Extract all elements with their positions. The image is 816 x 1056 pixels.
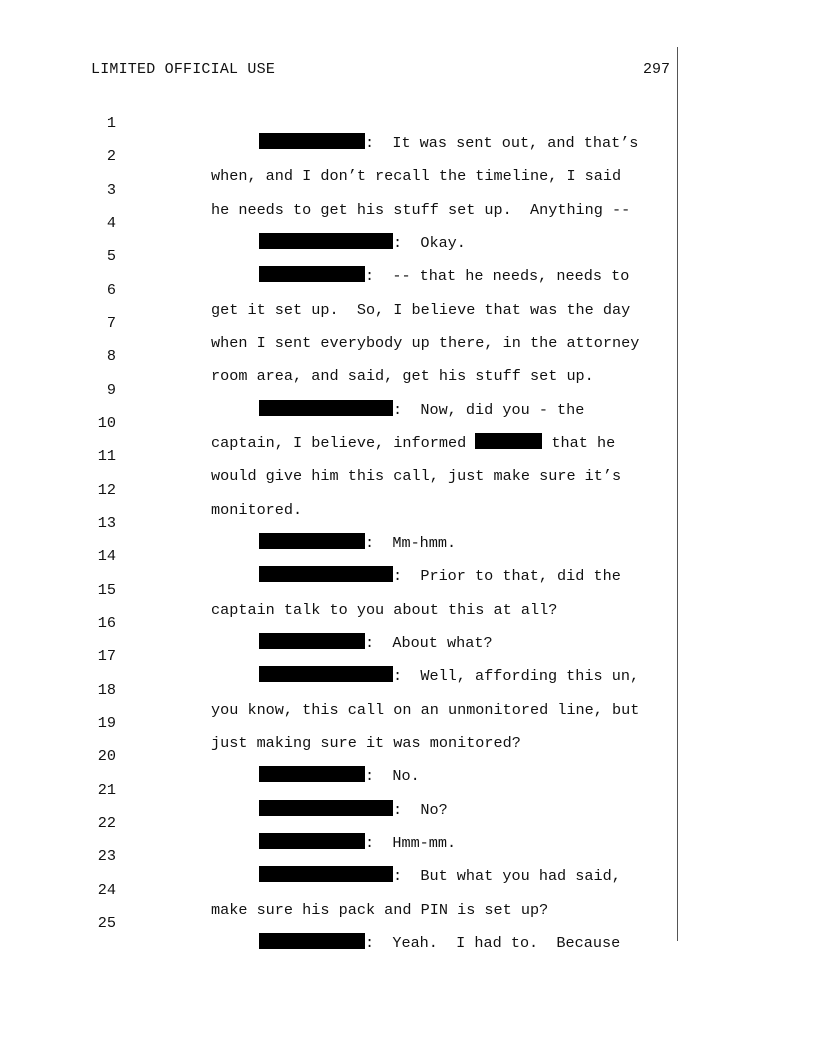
line-number: 24 — [97, 881, 116, 899]
line-text: : But what you had said, — [259, 866, 621, 886]
transcript-line — [0, 760, 448, 819]
line-number: 8 — [106, 347, 116, 365]
line-text: : Well, affording this un, — [259, 666, 639, 686]
redaction-bar — [259, 933, 365, 949]
right-margin-rule — [677, 47, 678, 941]
line-number: 7 — [106, 314, 116, 332]
line-number: 18 — [97, 681, 116, 699]
line-text: he needs to get his stuff set up. Anything -- — [211, 201, 631, 219]
redaction-bar — [475, 433, 542, 449]
line-text: just making sure it was monitored? — [211, 734, 521, 752]
transcript-line — [0, 460, 303, 519]
line-number: 14 — [97, 547, 116, 565]
line-number: 11 — [97, 447, 116, 465]
line-number: 20 — [97, 747, 116, 765]
line-number: 12 — [97, 481, 116, 499]
line-text: captain, I believe, informed that he — [211, 434, 616, 452]
line-text: captain talk to you about this at all? — [211, 601, 558, 619]
redaction-bar — [259, 266, 365, 282]
redaction-bar — [259, 800, 393, 816]
line-text: you know, this call on an unmonitored line, but — [211, 701, 640, 719]
line-text: : Yeah. I had to. Because — [259, 933, 620, 953]
line-number: 16 — [97, 614, 116, 632]
line-text: : Now, did you - the — [259, 400, 584, 420]
line-number: 1 — [106, 114, 116, 132]
redaction-bar — [259, 666, 393, 682]
line-number: 10 — [97, 414, 116, 432]
transcript-line — [0, 93, 639, 152]
redaction-bar — [259, 233, 393, 249]
line-text: make sure his pack and PIN is set up? — [211, 901, 549, 919]
classification-header: LIMITED OFFICIAL USE — [91, 61, 276, 78]
line-text: : Mm-hmm. — [259, 533, 456, 553]
redaction-bar — [259, 533, 365, 549]
redaction-bar — [259, 766, 365, 782]
redaction-bar — [259, 133, 365, 149]
line-number: 21 — [97, 781, 116, 799]
line-text: : No. — [259, 766, 420, 786]
line-number: 15 — [97, 581, 116, 599]
line-number: 17 — [97, 647, 116, 665]
line-number: 13 — [97, 514, 116, 532]
line-text: : -- that he needs, needs to — [259, 266, 629, 286]
line-number: 9 — [106, 381, 116, 399]
page-number: 297 — [642, 61, 670, 78]
line-number: 3 — [106, 181, 116, 199]
line-text: monitored. — [211, 501, 303, 519]
redaction-bar — [259, 866, 393, 882]
redaction-bar — [259, 633, 365, 649]
line-text: : Hmm-mm. — [259, 833, 456, 853]
line-number: 4 — [106, 214, 116, 232]
line-text: get it set up. So, I believe that was the day — [211, 301, 631, 319]
redaction-bar — [259, 833, 365, 849]
line-text: room area, and said, get his stuff set up. — [211, 367, 594, 385]
line-number: 6 — [106, 281, 116, 299]
line-number: 5 — [106, 247, 116, 265]
line-text: when I sent everybody up there, in the attorney — [211, 334, 640, 352]
line-text: : Okay. — [259, 233, 466, 253]
line-number: 2 — [106, 147, 116, 165]
line-number: 19 — [97, 714, 116, 732]
line-text: : No? — [259, 800, 448, 820]
line-text: when, and I don’t recall the timeline, I said — [211, 167, 622, 185]
redaction-bar — [259, 400, 393, 416]
line-number: 25 — [97, 914, 116, 932]
line-text: : About what? — [259, 633, 493, 653]
line-text: : Prior to that, did the — [259, 566, 621, 586]
line-number: 22 — [97, 814, 116, 832]
redaction-bar — [259, 566, 393, 582]
line-number: 23 — [97, 847, 116, 865]
line-text: : It was sent out, and that’s — [259, 133, 638, 153]
line-text: would give him this call, just make sure it’s — [211, 467, 622, 485]
